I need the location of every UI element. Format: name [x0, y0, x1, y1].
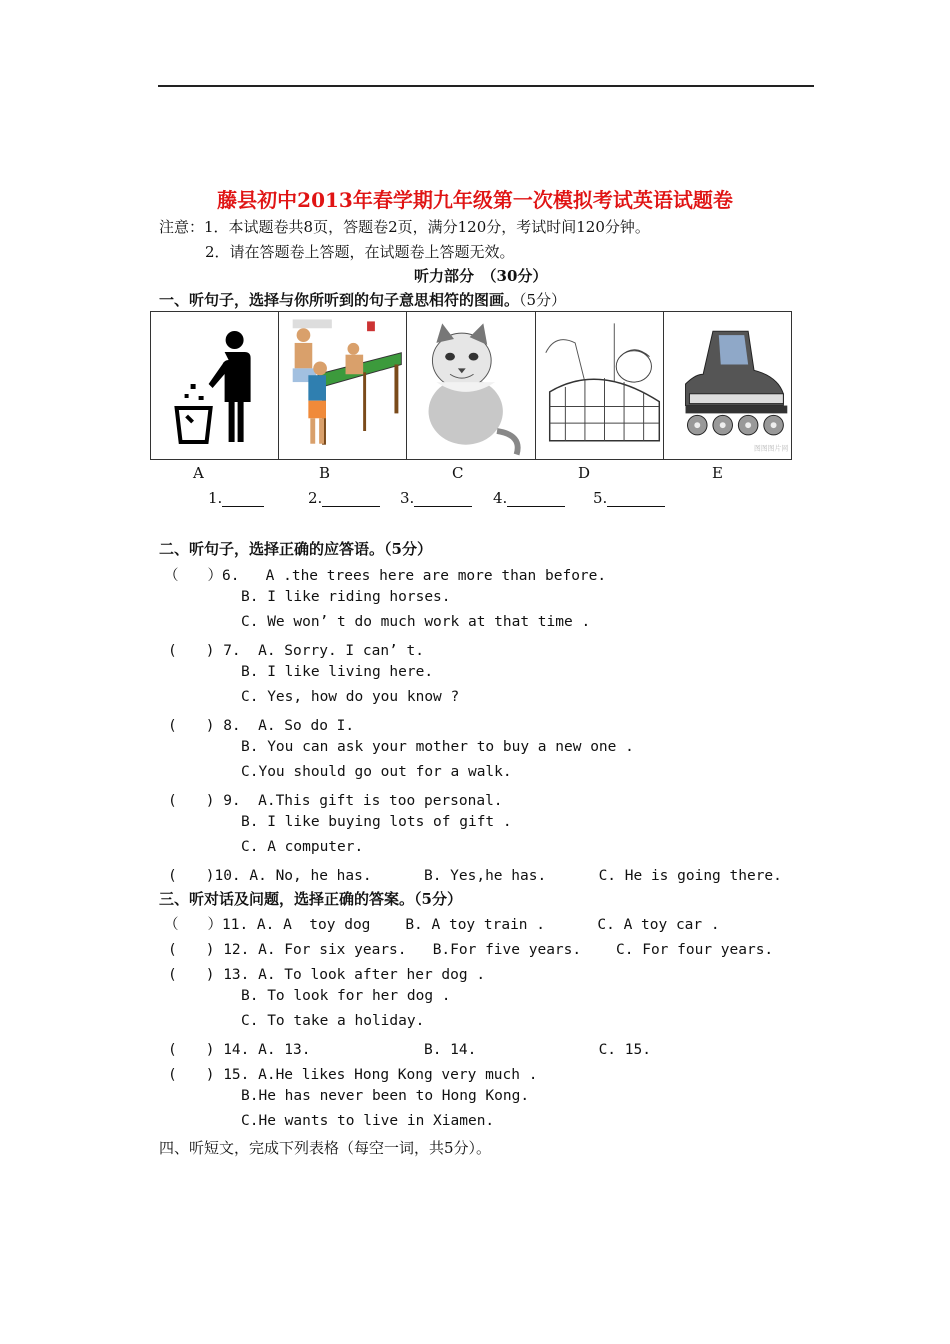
section3-heading: 三、听对话及问题，选择正确的答案。（5分） [159, 890, 462, 908]
question-10-line: ( )10. A. No, he has. B. Yes,he has. C. He is going there. [168, 868, 782, 884]
top-rule [158, 85, 814, 87]
question-8-option-c: C.You should go out for a walk. [241, 764, 512, 780]
answer-3-number: 3. [400, 489, 415, 507]
question-7-line: ( ) 7. A. Sorry. I can’ t. [168, 643, 424, 659]
answer-1-blank[interactable] [222, 492, 264, 507]
section1-heading-wrap [159, 289, 566, 310]
sick-in-bed-icon [536, 312, 663, 459]
answer-2-number: 2. [308, 489, 323, 507]
answer-4-number: 4. [493, 489, 508, 507]
picture-a-trash-bin [151, 312, 279, 459]
picture-letter-c: C [452, 464, 464, 482]
question-13-line: ( ) 13. A. To look after her dog . [168, 967, 486, 983]
section1-score: （5分） [519, 291, 567, 309]
question-6-line: （ ）6. A .the trees here are more than before. [164, 568, 607, 584]
note-line-1: 注意：1．本试题卷共8页，答题卷2页，满分120分，考试时间120分钟。 [159, 218, 650, 236]
question-12-line: ( ) 12. A. For six years. B.For five years. C. For four years. [168, 942, 774, 958]
picture-letter-d: D [578, 464, 591, 482]
question-7-option-b: B. I like living here. [241, 664, 434, 680]
answer-4-blank[interactable] [507, 492, 565, 507]
question-15-option-c: C.He wants to live in Xiamen. [241, 1113, 495, 1129]
answer-2-blank[interactable] [322, 492, 380, 507]
question-13-option-b: B. To look for her dog . [241, 988, 451, 1004]
roller-skate-icon [664, 312, 791, 459]
question-15-line: ( ) 15. A.He likes Hong Kong very much . [168, 1067, 538, 1083]
section2-heading: 二、听句子，选择正确的应答语。（5分） [159, 540, 432, 558]
question-7-option-c: C. Yes, how do you know ? [241, 689, 460, 705]
answer-3 [400, 489, 472, 507]
answer-4 [493, 489, 565, 507]
exam-title: 藤县初中2013年春学期九年级第一次模拟考试英语试题卷 [217, 188, 733, 212]
answer-3-blank[interactable] [414, 492, 472, 507]
trash-bin-icon [151, 312, 278, 459]
picture-letter-b: B [319, 464, 331, 482]
answer-1-number: 1. [208, 489, 223, 507]
picture-d-sick-in-bed [536, 312, 664, 459]
question-9-option-b: B. I like buying lots of gift . [241, 814, 512, 830]
question-8-option-b: B. You can ask your mother to buy a new one . [241, 739, 634, 755]
picture-b-table-tennis [279, 312, 407, 459]
answer-1 [208, 489, 264, 507]
cat-icon [407, 312, 534, 459]
picture-letter-a: A [193, 464, 204, 482]
watermark: 图图图片网 [753, 444, 788, 453]
picture-e-roller-skate [664, 312, 791, 459]
table-tennis-icon [279, 312, 406, 459]
answer-5-blank[interactable] [607, 492, 665, 507]
section4-heading: 四、听短文，完成下列表格（每空一词，共5分）。 [159, 1139, 492, 1157]
answer-2 [308, 489, 380, 507]
question-9-option-c: C. A computer. [241, 839, 364, 855]
question-11-line: （ ）11. A. A toy dog B. A toy train . C. A toy car . [164, 917, 720, 933]
question-14-line: ( ) 14. A. 13. B. 14. C. 15. [168, 1042, 651, 1058]
question-6-option-c: C. We won’ t do much work at that time . [241, 614, 591, 630]
question-9-line: ( ) 9. A.This gift is too personal. [168, 793, 503, 809]
question-15-option-b: B.He has never been to Hong Kong. [241, 1088, 530, 1104]
picture-table [150, 311, 792, 460]
note-line-2: 2．请在答题卷上答题，在试题卷上答题无效。 [205, 243, 515, 261]
question-6-option-b: B. I like riding horses. [241, 589, 451, 605]
section1-heading: 一、听句子，选择与你所听到的句子意思相符的图画。 [159, 291, 520, 309]
picture-letter-e: E [712, 464, 723, 482]
question-8-line: ( ) 8. A. So do I. [168, 718, 355, 734]
question-13-option-c: C. To take a holiday. [241, 1013, 425, 1029]
picture-c-cat [407, 312, 535, 459]
answer-5 [593, 489, 665, 507]
answer-5-number: 5. [593, 489, 608, 507]
listening-heading: 听力部分 （30分） [414, 267, 548, 285]
